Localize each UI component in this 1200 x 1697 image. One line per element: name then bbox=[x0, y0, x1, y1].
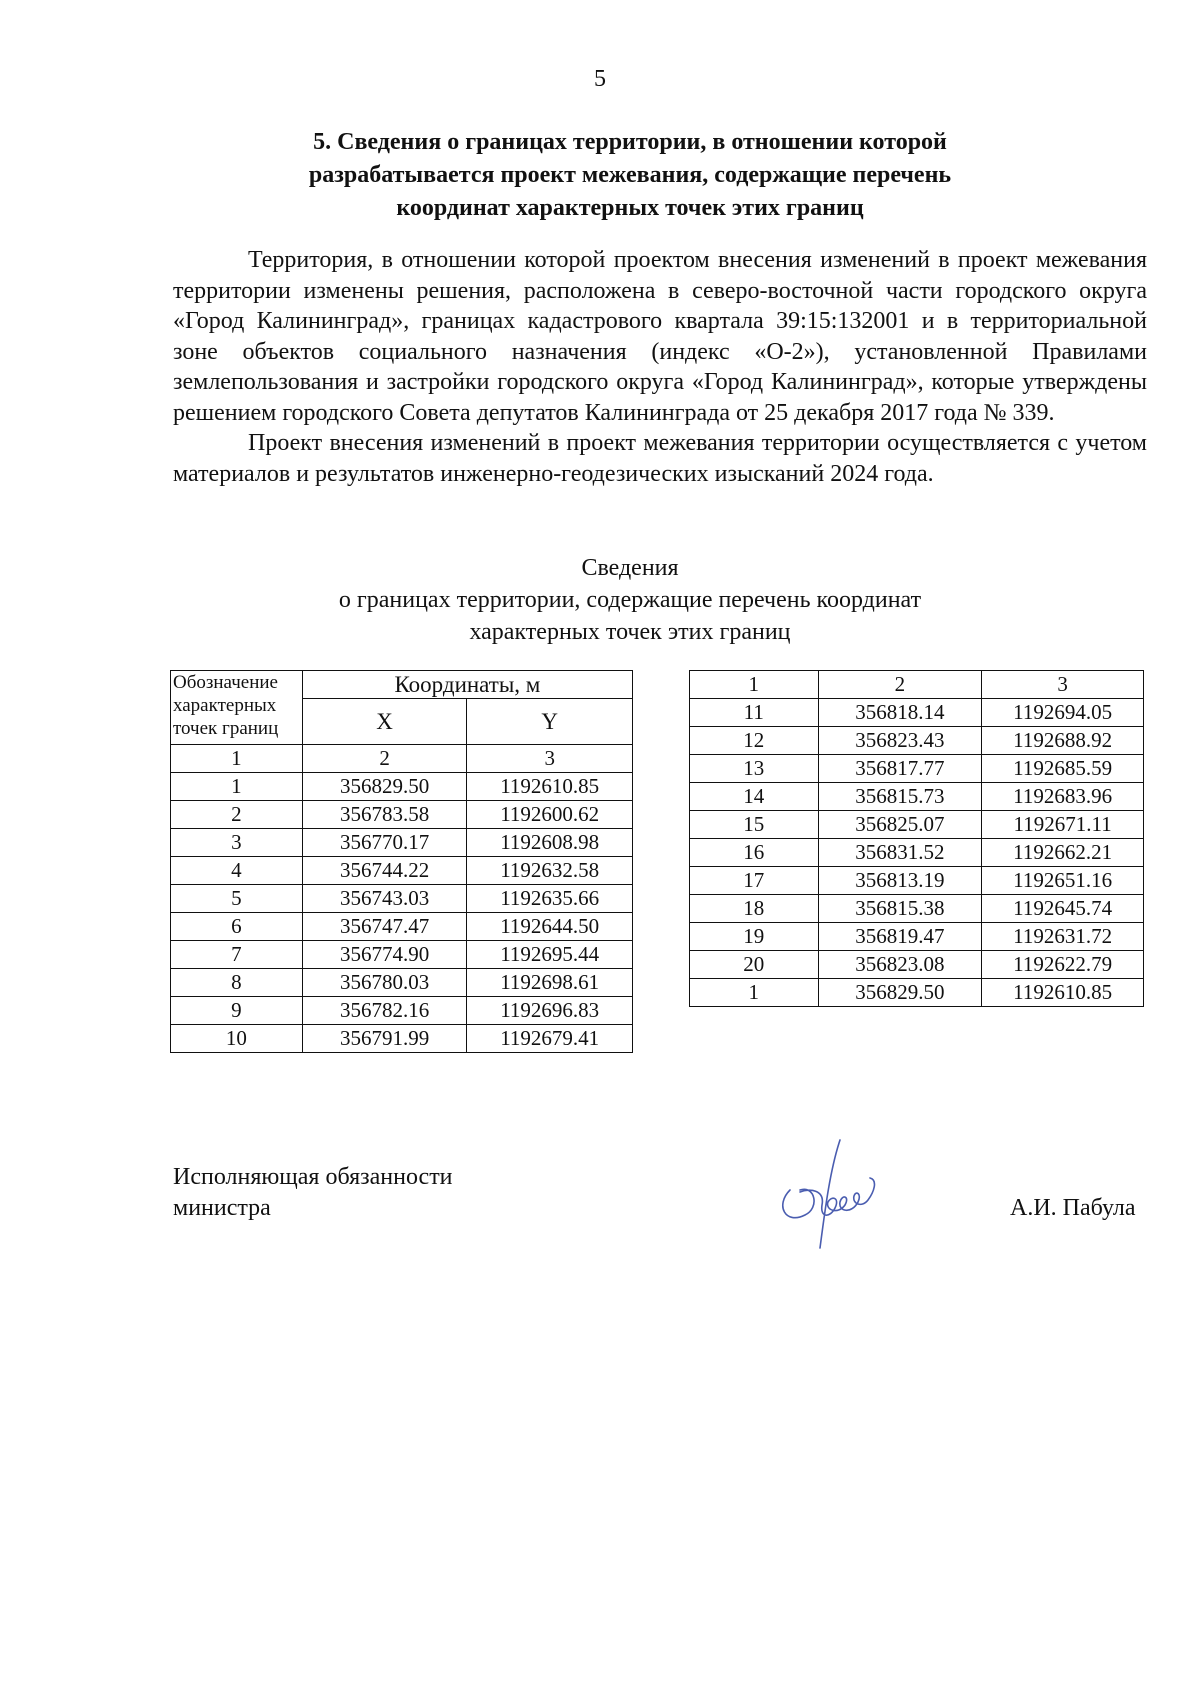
heading-line: разрабатывается проект межевания, содержащие перечень bbox=[308, 162, 952, 188]
table-row bbox=[690, 839, 1144, 867]
point-cell: 12 bbox=[690, 727, 819, 755]
header-y: Y bbox=[467, 699, 633, 745]
header-coordinates: Координаты, м bbox=[302, 671, 632, 699]
signatory-role-line: Исполняющая обязанности bbox=[173, 1164, 453, 1190]
x-cell: 356817.77 bbox=[818, 755, 982, 783]
body-text bbox=[173, 245, 1147, 489]
signatory-role-line: министра bbox=[173, 1195, 271, 1221]
header-designation-line: характерных bbox=[173, 695, 277, 716]
table-row bbox=[690, 951, 1144, 979]
point-cell: 6 bbox=[171, 913, 303, 941]
header-x: X bbox=[302, 699, 467, 745]
table-row bbox=[690, 979, 1144, 1007]
point-cell: 8 bbox=[171, 969, 303, 997]
x-cell: 356782.16 bbox=[302, 997, 467, 1025]
point-cell: 17 bbox=[690, 867, 819, 895]
table-row bbox=[171, 885, 633, 913]
table-row bbox=[690, 699, 1144, 727]
point-cell: 14 bbox=[690, 783, 819, 811]
signatory-role bbox=[173, 1162, 453, 1224]
table-title-line: характерных точек этих границ bbox=[469, 619, 791, 645]
x-cell: 356829.50 bbox=[818, 979, 982, 1007]
header-col-number: 3 bbox=[467, 745, 633, 773]
x-cell: 356770.17 bbox=[302, 829, 467, 857]
x-cell: 356823.43 bbox=[818, 727, 982, 755]
point-cell: 15 bbox=[690, 811, 819, 839]
y-cell: 1192685.59 bbox=[982, 755, 1144, 783]
x-cell: 356819.47 bbox=[818, 923, 982, 951]
y-cell: 1192610.85 bbox=[982, 979, 1144, 1007]
heading-line: координат характерных точек этих границ bbox=[396, 195, 864, 221]
x-cell: 356783.58 bbox=[302, 801, 467, 829]
x-cell: 356747.47 bbox=[302, 913, 467, 941]
table-row bbox=[171, 773, 633, 801]
table-row bbox=[690, 783, 1144, 811]
y-cell: 1192698.61 bbox=[467, 969, 633, 997]
x-cell: 356815.73 bbox=[818, 783, 982, 811]
x-cell: 356774.90 bbox=[302, 941, 467, 969]
table-row bbox=[171, 997, 633, 1025]
x-cell: 356829.50 bbox=[302, 773, 467, 801]
y-cell: 1192632.58 bbox=[467, 857, 633, 885]
header-designation bbox=[171, 671, 303, 745]
point-cell: 2 bbox=[171, 801, 303, 829]
x-cell: 356823.08 bbox=[818, 951, 982, 979]
x-cell: 356815.38 bbox=[818, 895, 982, 923]
x-cell: 356825.07 bbox=[818, 811, 982, 839]
table-title-line: Сведения bbox=[581, 555, 679, 581]
table-row bbox=[171, 829, 633, 857]
point-cell: 1 bbox=[690, 979, 819, 1007]
point-cell: 9 bbox=[171, 997, 303, 1025]
point-cell: 18 bbox=[690, 895, 819, 923]
point-cell: 10 bbox=[171, 1025, 303, 1053]
table-row bbox=[690, 923, 1144, 951]
y-cell: 1192635.66 bbox=[467, 885, 633, 913]
section-heading bbox=[250, 126, 1010, 225]
point-cell: 19 bbox=[690, 923, 819, 951]
header-col-number: 1 bbox=[171, 745, 303, 773]
header-designation-line: Обозначение bbox=[173, 672, 278, 693]
point-cell: 7 bbox=[171, 941, 303, 969]
y-cell: 1192645.74 bbox=[982, 895, 1144, 923]
table-row bbox=[171, 969, 633, 997]
x-cell: 356743.03 bbox=[302, 885, 467, 913]
x-cell: 356831.52 bbox=[818, 839, 982, 867]
x-cell: 356813.19 bbox=[818, 867, 982, 895]
table-row bbox=[171, 913, 633, 941]
paragraph: Проект внесения изменений в проект межевания территории осуществляется с учетом материалов и результатов инженерно-геодезических изысканий 2024 года. bbox=[173, 430, 1147, 487]
y-cell: 1192688.92 bbox=[982, 727, 1144, 755]
point-cell: 20 bbox=[690, 951, 819, 979]
table-row bbox=[171, 1025, 633, 1053]
coordinates-table-left bbox=[170, 670, 633, 1053]
signatory-name: А.И. Пабула bbox=[1010, 1195, 1136, 1221]
y-cell: 1192662.21 bbox=[982, 839, 1144, 867]
table-row bbox=[171, 801, 633, 829]
point-cell: 3 bbox=[171, 829, 303, 857]
header-col-number: 3 bbox=[982, 671, 1144, 699]
y-cell: 1192671.11 bbox=[982, 811, 1144, 839]
table-row bbox=[690, 811, 1144, 839]
table-row bbox=[690, 755, 1144, 783]
header-designation-line: точек границ bbox=[173, 718, 279, 739]
y-cell: 1192608.98 bbox=[467, 829, 633, 857]
header-col-number: 2 bbox=[302, 745, 467, 773]
y-cell: 1192610.85 bbox=[467, 773, 633, 801]
table-title-line: о границах территории, содержащие перечень координат bbox=[338, 587, 922, 613]
page-number: 5 bbox=[594, 66, 606, 92]
y-cell: 1192696.83 bbox=[467, 997, 633, 1025]
x-cell: 356791.99 bbox=[302, 1025, 467, 1053]
handwritten-signature bbox=[770, 1130, 900, 1250]
table-row bbox=[171, 941, 633, 969]
y-cell: 1192644.50 bbox=[467, 913, 633, 941]
table-title bbox=[250, 552, 1010, 648]
y-cell: 1192651.16 bbox=[982, 867, 1144, 895]
table-row bbox=[690, 867, 1144, 895]
point-cell: 5 bbox=[171, 885, 303, 913]
y-cell: 1192600.62 bbox=[467, 801, 633, 829]
header-col-number: 2 bbox=[818, 671, 982, 699]
y-cell: 1192631.72 bbox=[982, 923, 1144, 951]
y-cell: 1192679.41 bbox=[467, 1025, 633, 1053]
point-cell: 1 bbox=[171, 773, 303, 801]
x-cell: 356818.14 bbox=[818, 699, 982, 727]
y-cell: 1192694.05 bbox=[982, 699, 1144, 727]
y-cell: 1192695.44 bbox=[467, 941, 633, 969]
coordinates-table-right bbox=[689, 670, 1144, 1007]
y-cell: 1192683.96 bbox=[982, 783, 1144, 811]
heading-line: 5. Сведения о границах территории, в отношении которой bbox=[313, 129, 947, 155]
point-cell: 11 bbox=[690, 699, 819, 727]
table-row bbox=[690, 727, 1144, 755]
point-cell: 4 bbox=[171, 857, 303, 885]
table-row bbox=[171, 857, 633, 885]
header-col-number: 1 bbox=[690, 671, 819, 699]
paragraph: Территория, в отношении которой проектом внесения изменений в проект межевания территории изменены решения, расположена в северо-восточной части городского округа «Город Калининград», границах кадастрового квартала 39:15:132001 и в территориальной зоне объектов социального назначения (индекс «О-2»), установленной Правилами землепользования и застройки городского округа «Город Калининград», которые утверждены решением городского Совета депутатов Калининграда от 25 декабря 2017 года № 339. bbox=[173, 247, 1147, 426]
x-cell: 356744.22 bbox=[302, 857, 467, 885]
y-cell: 1192622.79 bbox=[982, 951, 1144, 979]
point-cell: 16 bbox=[690, 839, 819, 867]
point-cell: 13 bbox=[690, 755, 819, 783]
x-cell: 356780.03 bbox=[302, 969, 467, 997]
table-row bbox=[690, 895, 1144, 923]
